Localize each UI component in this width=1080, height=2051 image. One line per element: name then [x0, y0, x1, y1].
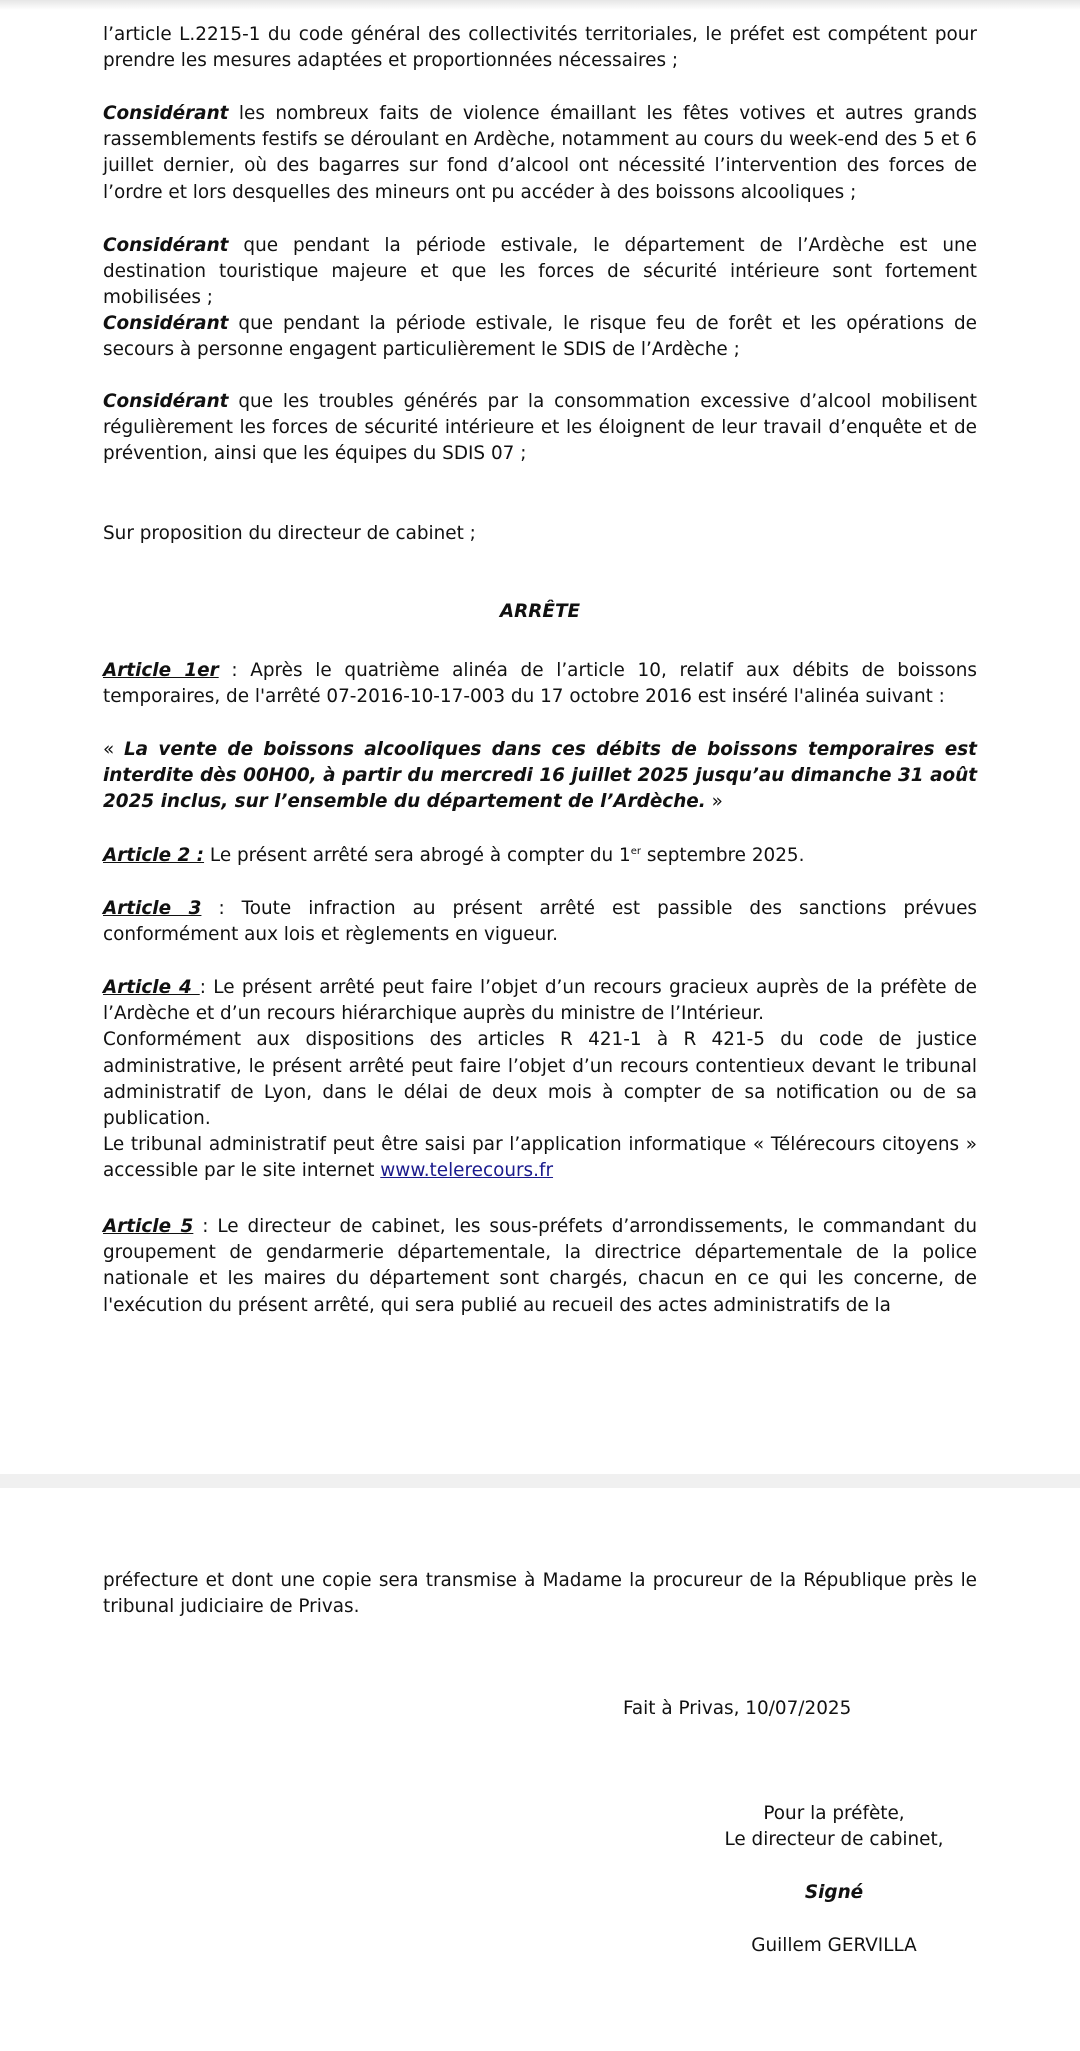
- considerant-lead: Considérant: [103, 235, 229, 256]
- article-1: [103, 658, 977, 710]
- considerant-lead: Considérant: [103, 313, 229, 334]
- considerant-text: que pendant la période estivale, le département de l’Ardèche est une destination touristique majeure et que les forces de sécurité intérieure sont fortement mobilisées ;: [103, 235, 977, 309]
- considerant-text: les nombreux faits de violence émaillant les fêtes votives et autres grands rassemblements festifs se déroulant en Ardèche, notamment au cours du week-end des 5 et 6 juillet dernier, où des bagarres sur fond d’alcool ont nécessité l’intervention des forces de l’ordre et lors desquelles des mineurs ont pu accéder à des boissons alcooliques ;: [103, 103, 977, 203]
- document-page-2: [0, 1488, 1080, 2051]
- article-5-label: Article 5: [103, 1216, 194, 1237]
- article-3-text: : Toute infraction au présent arrêté est passible des sanctions prévues conformément aux lois et règlements en vigueur.: [103, 898, 977, 946]
- place-date: Fait à Privas, 10/07/2025: [623, 1698, 852, 1719]
- intro-fragment: l’article L.2215-1 du code général des collectivités territoriales, le préfet est compétent pour prendre les mesures adaptées et proportionnées nécessaires ;: [103, 24, 977, 72]
- page-separator: [0, 1474, 1080, 1488]
- decision-heading: ARRÊTE: [499, 601, 581, 622]
- considerant-text: que pendant la période estivale, le risque feu de forêt et les opérations de secours à personne engagent particulièrement le SDIS de l’Ardèche ;: [103, 313, 977, 361]
- considerant-2: [103, 233, 977, 312]
- considerant-text: que les troubles générés par la consommation excessive d’alcool mobilisent régulièrement les forces de sécurité intérieure et les éloignent de leur travail d’enquête et de prévention, ainsi que les équipes du SDIS 07 ;: [103, 391, 977, 465]
- article-2: Article 2 : Le présent arrêté sera abrogé à compter du 1er septembre 2025.: [103, 845, 805, 866]
- article-4-text: : Le présent arrêté peut faire l’objet d’un recours gracieux auprès de la préfète de l’Ardèche et d’un recours hiérarchique auprès du ministre de l’Intérieur.: [103, 977, 977, 1025]
- article-4-label: Article 4: [103, 977, 200, 998]
- article-3: [103, 896, 977, 948]
- article-5: [103, 1214, 977, 1319]
- article-4-paragraph-3: Le tribunal administratif peut être saisi par l’application informatique « Télérecours citoyens » accessible par le site internet www.telerecours.fr: [103, 1134, 977, 1182]
- article-4: [103, 975, 977, 1185]
- considerant-4: [103, 389, 977, 468]
- page-top-shadow: [0, 0, 1080, 10]
- article-2-label: Article 2 :: [103, 845, 205, 866]
- signature-for-line: Pour la préfète,: [763, 1803, 905, 1824]
- telerecours-link[interactable]: www.telerecours.fr: [380, 1160, 554, 1182]
- page-2-continuation: préfecture et dont une copie sera transmise à Madame la procureur de la République près le tribunal judiciaire de Privas.: [103, 1570, 977, 1618]
- article-4-paragraph-2: Conformément aux dispositions des articles R 421-1 à R 421-5 du code de justice administrative, le présent arrêté peut faire l’objet d’un recours contentieux devant le tribunal administratif de Lyon, dans le délai de deux mois à compter de sa notification ou de sa publication.: [103, 1029, 977, 1130]
- article-1-quote: « La vente de boissons alcooliques dans ces débits de boissons temporaires est interdite dès 00H00, à partir du mercredi 16 juillet 2025 jusqu’au dimanche 31 août 2025 inclus, sur l’ensemble du département de l’Ardèche. »: [103, 739, 977, 813]
- signature-signed: Signé: [804, 1882, 864, 1903]
- article-5-text: : Le directeur de cabinet, les sous-préfets d’arrondissements, le commandant du groupement de gendarmerie départementale, la directrice départementale de la police nationale et les maires du département sont chargés, chacun en ce qui les concerne, de l'exécution du présent arrêté, qui sera publié au recueil des actes administratifs de la: [103, 1216, 977, 1316]
- considerant-3: [103, 311, 977, 363]
- signatory-name: Guillem GERVILLA: [751, 1935, 917, 1956]
- article-3-label: Article 3: [103, 898, 202, 919]
- proposition-line: Sur proposition du directeur de cabinet ;: [103, 523, 476, 544]
- article-1-text: : Après le quatrième alinéa de l’article 10, relatif aux débits de boissons temporaires, de l'arrêté 07-2016-10-17-003 du 17 octobre 2016 est inséré l'alinéa suivant :: [103, 660, 977, 708]
- considerant-lead: Considérant: [103, 103, 229, 124]
- signature-title-line: Le directeur de cabinet,: [724, 1829, 944, 1851]
- considerant-1: [103, 101, 977, 206]
- article-1-quote-text: La vente de boissons alcooliques dans ces débits de boissons temporaires est interdite dès 00H00, à partir du mercredi 16 juillet 2025 jusqu’au dimanche 31 août 2025 inclus, sur l’ensemble du département de l’Ardèche.: [103, 739, 977, 813]
- article-1-label: Article 1er: [103, 660, 219, 681]
- signature-block: [684, 1801, 984, 1853]
- considerant-lead: Considérant: [103, 391, 229, 412]
